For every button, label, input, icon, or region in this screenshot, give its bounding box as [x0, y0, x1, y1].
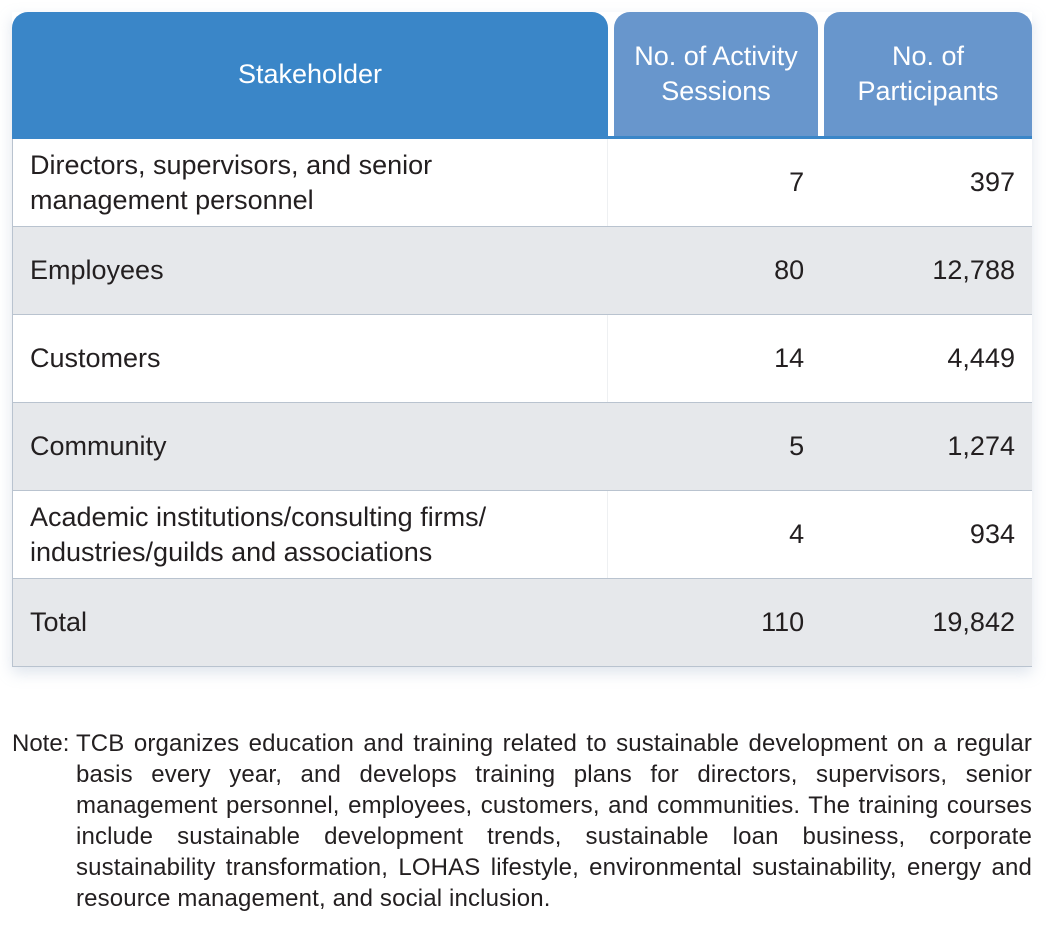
row-sessions: 4 — [789, 519, 805, 549]
row-stakeholder-line1: Academic institutions/consulting firms/ — [30, 501, 487, 532]
header-sessions-line1: No. of Activity — [634, 41, 798, 71]
row-stakeholder — [13, 491, 608, 578]
header-activity-sessions — [614, 12, 818, 136]
row-participants: 12,788 — [932, 255, 1015, 285]
stakeholder-training-table — [12, 12, 1032, 667]
row-stakeholder — [13, 139, 608, 226]
row-participants: 4,449 — [947, 343, 1015, 373]
footnote-text: TCB organizes education and training related to sustainable development on a regular basis every year, and develops training plans for directors, supervisors, senior management personnel, employees, customers, and communities. The training courses include sustainable development trends, sustainable loan business, corporate sustainability transformation, LOHAS lifestyle, environmental sustainability, energy and resource management, and social inclusion. — [76, 730, 1032, 912]
row-stakeholder: Employees — [30, 255, 164, 285]
header-sessions-line2: Sessions — [661, 76, 771, 106]
table-row — [13, 491, 1032, 579]
row-participants: 1,274 — [947, 431, 1015, 461]
row-stakeholder-label — [30, 148, 432, 218]
total-label: Total — [30, 607, 88, 637]
total-sessions: 110 — [761, 607, 805, 637]
header-participants-line1: No. of — [891, 41, 965, 71]
footnote-label: Note: — [12, 730, 70, 757]
table-header-row — [12, 12, 1032, 139]
row-sessions: 14 — [774, 343, 805, 373]
header-stakeholder — [12, 12, 608, 136]
row-stakeholder-line2: management personnel — [30, 184, 314, 215]
header-stakeholder-label: Stakeholder — [237, 58, 383, 89]
row-sessions: 7 — [789, 167, 805, 197]
row-sessions: 80 — [774, 255, 805, 285]
row-sessions: 5 — [789, 431, 805, 461]
table-body — [12, 139, 1032, 667]
table-row — [13, 315, 1032, 403]
row-participants: 934 — [969, 519, 1015, 549]
header-participants-line2: Participants — [857, 76, 999, 106]
header-participants-label — [857, 39, 998, 109]
row-stakeholder-label — [30, 500, 486, 570]
table-row — [13, 139, 1032, 227]
row-stakeholder: Community — [30, 431, 167, 461]
row-stakeholder-line1: Directors, supervisors, and senior — [30, 149, 433, 180]
header-sessions-label — [634, 39, 798, 109]
table-total-row — [13, 579, 1032, 667]
row-participants: 397 — [969, 167, 1015, 197]
row-stakeholder: Customers — [13, 315, 608, 402]
table-row — [13, 227, 1032, 315]
row-stakeholder-line2: industries/guilds and associations — [30, 536, 433, 567]
total-participants: 19,842 — [932, 607, 1015, 637]
footnote — [12, 728, 1032, 914]
table-row — [13, 403, 1032, 491]
header-participants — [824, 12, 1032, 136]
